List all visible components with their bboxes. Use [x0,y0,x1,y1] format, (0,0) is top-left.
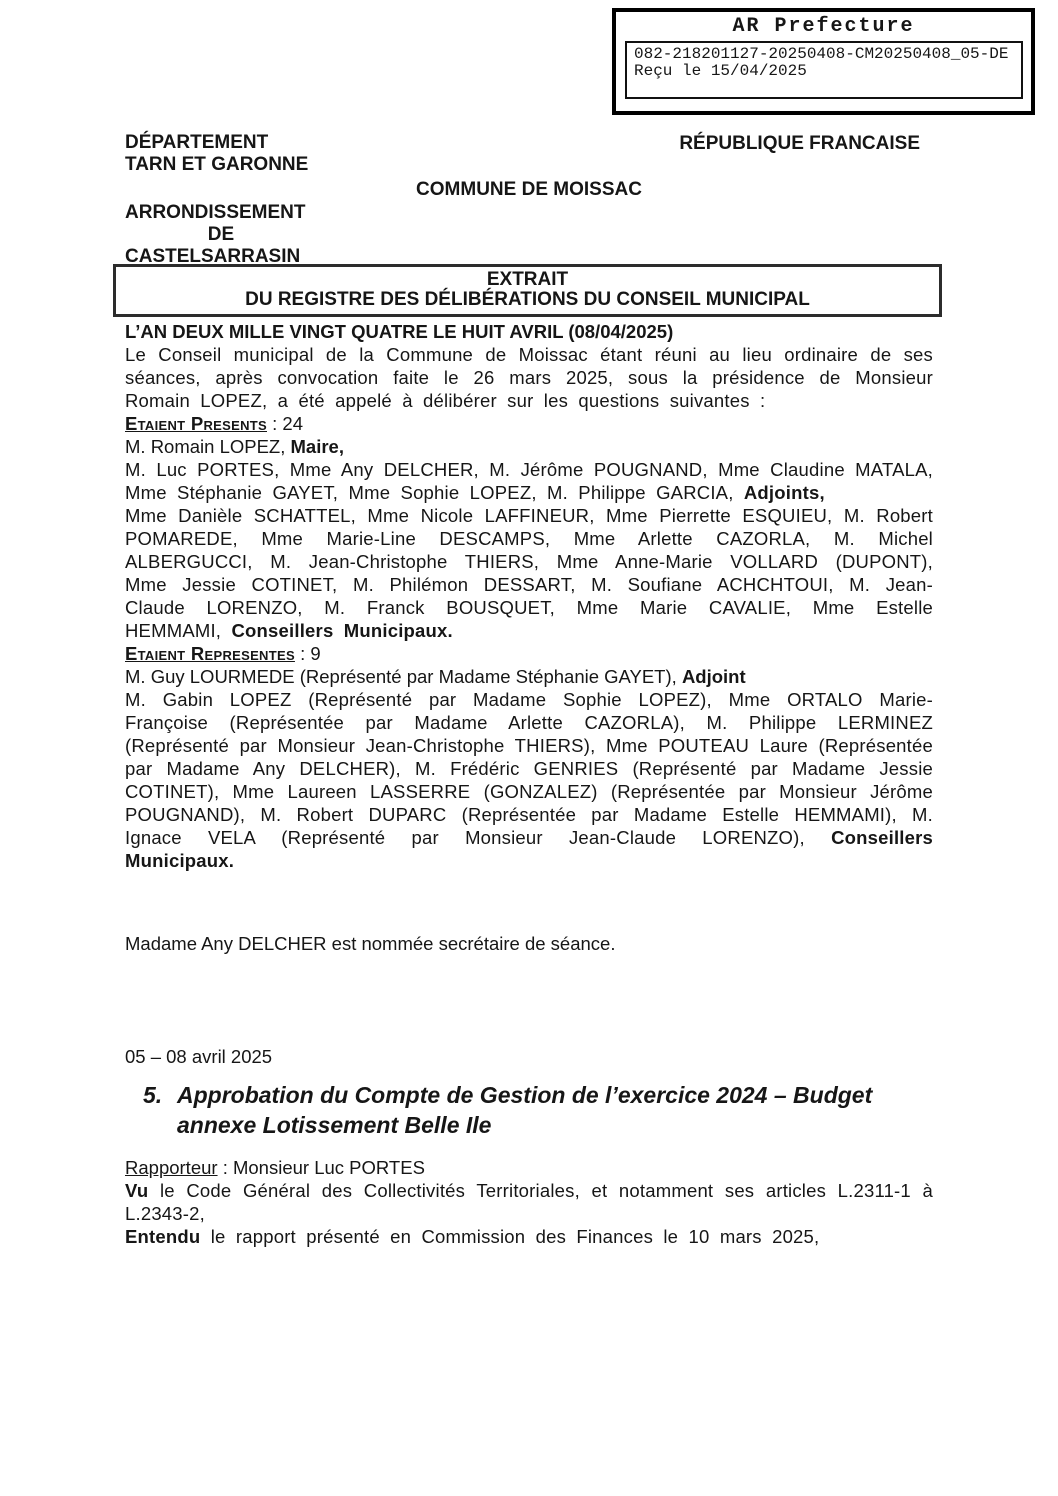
deliberation-date-range: 05 – 08 avril 2025 [125,1046,273,1067]
presents-count-line [125,412,933,435]
representes-paragraph [125,688,933,872]
arrondissement-de: DE [207,224,235,245]
representes-role: Conseillers Municipaux. [125,827,933,871]
entendu-text: le rapport présenté en Commission des Finances le 10 mars 2025, [200,1226,820,1247]
adjoints-names: M. Luc PORTES, Mme Any DELCHER, M. Jérôme POUGNAND, Mme Claudine MATALA, Mme Stéphanie GAYET, Mme Sophie LOPEZ, M. Philippe GARCIA, [125,459,933,503]
rapporteur-line [125,1156,933,1179]
prefecture-stamp [612,8,1035,115]
conseillers-names: Mme Danièle SCHATTEL, Mme Nicole LAFFINEUR, Mme Pierrette ESQUIEU, M. Robert POMAREDE, Mme Marie-Line DESCAMPS, Mme Arlette CAZORLA, M. Michel ALBERGUCCI, M. Jean-Christophe THIERS, Mme Anne-Marie VOLLARD (DUPONT), Mme Jessie COTINET, M. Philémon DESSART, M. Soufiane ACHCHTOUI, M. Jean-Claude LORENZO, M. Franck BOUSQUET, Mme Marie CAVALIE, Mme Estelle HEMMAMI, [125,505,933,641]
rapporteur-label: Rapporteur [125,1157,218,1178]
vu-text: le Code Général des Collectivités Territoriales, et notamment ses articles L.2311-1 à L.2343-2, [125,1180,933,1224]
rapporteur-name: : Monsieur Luc PORTES [217,1157,425,1178]
entendu-paragraph [125,1225,933,1248]
stamp-title: AR Prefecture [732,15,915,38]
agenda-item-title: Approbation du Compte de Gestion de l’exercice 2024 – Budget annexe Lotissement Belle Ile [177,1082,873,1138]
extrait-line1: EXTRAIT [486,269,569,290]
department-name: TARN ET GARONNE [125,154,309,175]
extrait-title-box [113,264,942,317]
republique-title: RÉPUBLIQUE FRANCAISE [679,133,920,154]
representes-count: : 9 [294,643,321,664]
adjoints-paragraph [125,458,933,504]
vu-keyword: Vu [125,1180,149,1201]
arrondissement-name: CASTELSARRASIN [125,246,301,267]
representes-count-line [125,642,933,665]
session-date-line: L’AN DEUX MILLE VINGT QUATRE LE HUIT AVRIL (08/04/2025) [125,321,674,342]
adjoint-represente-name: M. Guy LOURMEDE (Représenté par Madame Stéphanie GAYET), [125,666,682,687]
extrait-line2: DU REGISTRE DES DÉLIBÉRATIONS DU CONSEIL MUNICIPAL [245,289,810,310]
maire-line [125,435,933,458]
conseillers-paragraph [125,504,933,642]
department-label: DÉPARTEMENT [125,132,269,153]
agenda-item-heading [125,1080,933,1140]
session-intro: Le Conseil municipal de la Commune de Moissac étant réuni au lieu ordinaire de ses séances, après convocation faite le 26 mars 2025, sous la présidence de Monsieur Romain LOPEZ, a été appelé à délibérer sur les questions suivantes : [125,344,933,411]
representes-label: Etaient Representes [125,643,295,664]
stamp-inner-box [625,41,1023,99]
document-body [125,132,933,1248]
stamp-reference: 082-218201127-20250408-CM20250408_05-DE [634,45,1009,63]
vu-paragraph [125,1179,933,1225]
agenda-item-number: 5. [143,1082,163,1108]
adjoints-role: Adjoints, [743,482,825,503]
adjoint-represente-line [125,665,933,688]
maire-role: Maire, [290,436,344,457]
secretary-line: Madame Any DELCHER est nommée secrétaire de séance. [125,933,616,954]
commune-title: COMMUNE DE MOISSAC [416,179,642,200]
presents-count: : 24 [267,413,303,434]
adjoint-represente-role: Adjoint [681,666,746,687]
entendu-keyword: Entendu [125,1226,201,1247]
stamp-received-date: Reçu le 15/04/2025 [634,62,807,80]
maire-name: M. Romain LOPEZ, [125,436,291,457]
representes-names: M. Gabin LOPEZ (Représenté par Madame Sophie LOPEZ), Mme ORTALO Marie-Françoise (Représentée par Madame Arlette CAZORLA), M. Philippe LERMINEZ (Représenté par Monsieur Jean-Christophe THIERS), Mme POUTEAU Laure (Représentée par Madame Any DELCHER), M. Frédéric GENRIES (Représenté par Madame Jessie COTINET), Mme Laureen LASSERRE (GONZALEZ) (Représentée par Monsieur Jérôme POUGNAND), M. Robert DUPARC (Représentée par Madame Estelle HEMMAMI), M. Ignace VELA (Représenté par Monsieur Jean-Claude LORENZO), [125,689,933,848]
arrondissement-label: ARRONDISSEMENT [125,202,306,223]
document-header [125,132,933,267]
conseillers-role: Conseillers Municipaux. [231,620,453,641]
presents-label: Etaient Presents [125,413,267,434]
